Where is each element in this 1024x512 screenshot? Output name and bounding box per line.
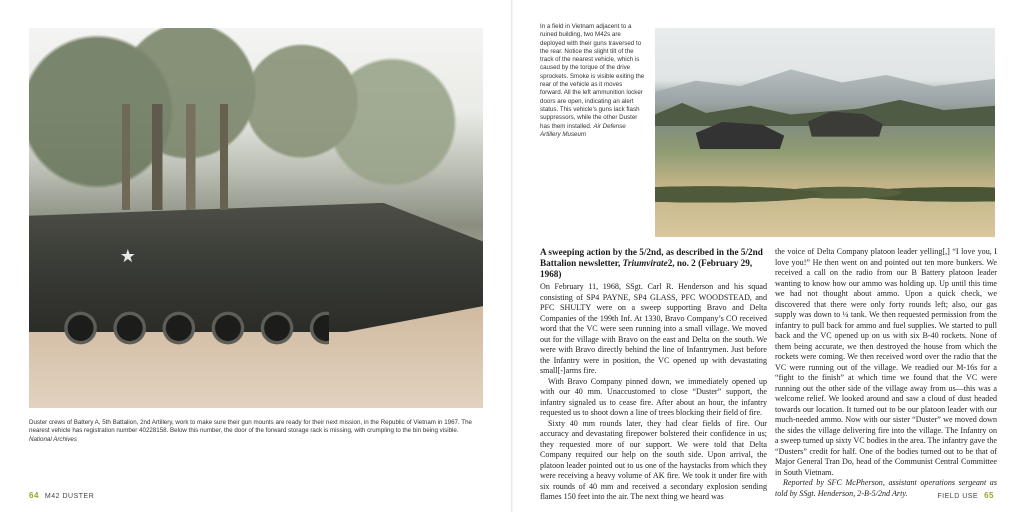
mountains <box>655 66 995 104</box>
article-headline <box>540 247 767 280</box>
headline-part-2: 2, no. 2 (February 29, 1968) <box>540 258 753 279</box>
col2-paragraph-1: the voice of Delta Company platoon leader yelling[,] “I love you, I love you!” He then went on and pointed out ten more bunkers. We received a call on the radio from our B Battery platoon leader wanting to know how our ammo was holding up. Up until this time we had not thought about ammo. Upon a quick check, we discovered that there were only forty rounds left; also, our gas supply was down to ¼ tank. We then requested permission from the infantry to pull back for ammo and fuel supplies. We started to pull back and the VC opened up on us with six B-40 rockets. None of them being accurate, we then destroyed the house from which the rockets were coming. We then received word over the radio that the VC were running out of the village. We readied our M-16s for a “fight to the finish” at which time we found that the VC were running out the other side of the village away from us—this was a welcome relief. We looked around and saw a cloud of dust headed towards our location. It turned out to be our platoon leader with our much-needed ammo. Now with our sister “Duster” we moved down the sides the village delivering fire into the village. The Infantry on a sweep turned up sixty VC bodies in the area. The infantry gave the “Dusters” credit for half. One of the bodies turned out to be that of Major General Tran Do, head of the Communist Central Committee in South Vietnam. <box>775 247 997 477</box>
article-column-2 <box>775 247 997 499</box>
col1-paragraph-1: On February 11, 1968, SSgt. Carl R. Henderson and his squad consisting of SP4 PAYNE, SP4 GLASS, PFC WOODSTEAD, and PFC SHULTY were on a sweep supporting Bravo and Delta Companies of the 199th Inf. At 1330, Bravo Company’s CO received word that the VC were seen running into a small village. We moved out for the village with Bravo on the east and Delta on the south. We were with Bravo directly behind the line of Infantrymen. Just before the Infantry were in position, the VC opened up with devastating small[-]arms fire. <box>540 282 767 375</box>
right-caption-credit: Air Defense Artillery Museum <box>540 122 626 138</box>
star-insignia-icon: ★ <box>119 246 136 268</box>
field-bushes <box>655 174 995 207</box>
page-gutter <box>511 0 513 512</box>
left-folio <box>29 491 94 500</box>
duster-crews-photo <box>29 28 483 408</box>
road-wheels <box>56 305 328 351</box>
left-caption-credit: National Archives <box>29 435 77 443</box>
left-photo-caption <box>29 419 481 444</box>
col1-paragraph-3: Sixty 40 mm rounds later, they had clear fields of fire. Our accuracy and devastating firepower bolstered their confidence in us; they requested more of our support. We were told that Delta Company required our help on the south side. Upon arrival, the platoon leader pointed out to us one of the haystacks from which they were receiving a heavy volume of AK fire. We took it under fire with six rounds of 40 mm and received a secondary explosion sending flames 150 feet into the air. The next thing we heard was <box>540 418 767 501</box>
right-running-head: FIELD USE <box>937 493 979 500</box>
headline-newsletter-title: Triumvirate <box>622 258 668 268</box>
crew-figures <box>111 104 247 210</box>
article-signature: Reported by SFC McPherson, assistant operations sergeant as told by SSgt. Henderson, 2-B-5/2nd Arty. <box>775 478 997 498</box>
left-running-head: M42 DUSTER <box>44 493 95 500</box>
right-folio <box>937 491 994 500</box>
field-dusters-photo <box>655 28 995 237</box>
headline-part-1: A sweeping action by the 5/2nd, as described in the 5/2nd Battalion newsletter, <box>540 247 763 268</box>
right-photo-caption <box>540 23 646 139</box>
article-column-1 <box>540 282 767 503</box>
right-page-number: 65 <box>984 491 994 500</box>
right-caption-text: In a field in Vietnam adjacent to a ruined building, two M42s are deployed with their guns traversed to the rear. Notice the slight tilt of the track of the nearest vehicle, which is caused by the torque of the drive sprockets. Smoke is visible exiting the rear of the vehicle as it moves forward. All the left ammunition locker doors are open, indicating an alert status. This vehicle’s guns lack flash suppressors, while the other Duster has them installed. <box>540 23 645 130</box>
left-page-number: 64 <box>29 491 39 500</box>
left-caption-text: Duster crews of Battery A, 5th Battalion, 2nd Artillery, work to make sure their gun mounts are ready for their next mission, in the Republic of Vietnam in 1967. The nearest vehicle has registration number 40228158. Below this number, the door of the forward storage rack is missing, with crumpling to the bin being visible. <box>29 419 472 435</box>
treeline <box>29 28 483 237</box>
col1-paragraph-2: With Bravo Company pinned down, we immediately opened up with our 40 mm. Unaccustomed to close “Duster” support, the infantry signaled us to cease fire. After about an hour, the infantry requested us to shoot down a line of trees blocking their field of fire. <box>540 376 767 417</box>
